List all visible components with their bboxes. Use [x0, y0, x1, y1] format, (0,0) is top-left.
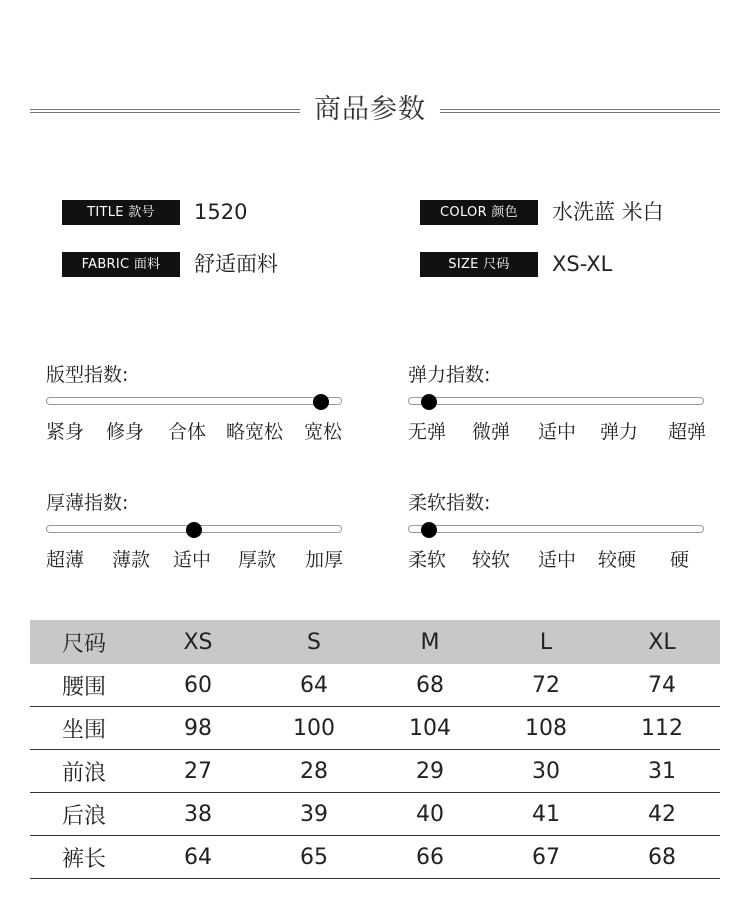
- fit-index: [46, 362, 346, 452]
- index-step: 硬: [670, 549, 690, 571]
- index-step: 宽松: [304, 421, 343, 443]
- table-header-cell: S: [256, 620, 372, 664]
- table-header-cell: M: [372, 620, 488, 664]
- table-header-cell: XS: [140, 620, 256, 664]
- index-step: 薄款: [112, 549, 151, 571]
- table-header-cell: L: [488, 620, 604, 664]
- param-size: [420, 250, 720, 278]
- table-row: [30, 793, 720, 836]
- table-cell: 裤长: [30, 836, 140, 879]
- table-cell: 前浪: [30, 750, 140, 793]
- param-value: 1520: [194, 200, 248, 224]
- index-step: 适中: [538, 421, 577, 443]
- index-step: 修身: [106, 421, 145, 443]
- param-value: 舒适面料: [194, 252, 278, 276]
- index-step: 超弹: [668, 421, 707, 443]
- table-cell: 28: [256, 750, 372, 793]
- index-step: 合体: [168, 421, 207, 443]
- index-knob: [313, 394, 329, 410]
- index-label: 厚薄指数:: [46, 492, 129, 514]
- index-step: 较软: [472, 549, 511, 571]
- table-row: [30, 664, 720, 707]
- index-knob: [421, 394, 437, 410]
- thickness-index: [46, 490, 346, 580]
- index-track: [408, 525, 704, 533]
- size-table: [30, 620, 720, 879]
- index-step: 适中: [173, 549, 212, 571]
- section-heading: [0, 90, 750, 130]
- table-header-cell: XL: [604, 620, 720, 664]
- table-cell: 后浪: [30, 793, 140, 836]
- index-steps: [46, 418, 346, 446]
- table-cell: 112: [604, 707, 720, 750]
- index-step: 略宽松: [226, 421, 284, 443]
- table-cell: 98: [140, 707, 256, 750]
- param-tag: TITLE 款号: [62, 200, 180, 225]
- table-cell: 60: [140, 664, 256, 707]
- index-knob: [421, 522, 437, 538]
- table-cell: 腰围: [30, 664, 140, 707]
- index-label: 柔软指数:: [408, 492, 491, 514]
- table-cell: 30: [488, 750, 604, 793]
- index-steps: [46, 546, 346, 574]
- table-cell: 74: [604, 664, 720, 707]
- softness-index: [408, 490, 708, 580]
- heading-rule-left: [30, 109, 300, 113]
- table-cell: 65: [256, 836, 372, 879]
- param-value: 水洗蓝 米白: [552, 200, 664, 224]
- index-step: 柔软: [408, 549, 447, 571]
- index-step: 弹力: [600, 421, 639, 443]
- param-value: XS-XL: [552, 252, 613, 276]
- param-color: [420, 198, 720, 226]
- index-knob: [186, 522, 202, 538]
- table-cell: 40: [372, 793, 488, 836]
- table-cell: 坐围: [30, 707, 140, 750]
- table-cell: 108: [488, 707, 604, 750]
- table-cell: 29: [372, 750, 488, 793]
- index-steps: [408, 418, 708, 446]
- index-label: 版型指数:: [46, 364, 129, 386]
- index-step: 较硬: [598, 549, 637, 571]
- index-step: 厚款: [238, 549, 277, 571]
- index-step: 无弹: [408, 421, 447, 443]
- table-header-cell: 尺码: [30, 620, 140, 664]
- table-cell: 42: [604, 793, 720, 836]
- param-tag: SIZE 尺码: [420, 252, 538, 277]
- table-cell: 72: [488, 664, 604, 707]
- table-cell: 31: [604, 750, 720, 793]
- table-cell: 68: [604, 836, 720, 879]
- index-label: 弹力指数:: [408, 364, 491, 386]
- table-cell: 38: [140, 793, 256, 836]
- index-step: 紧身: [46, 421, 85, 443]
- param-tag: COLOR 颜色: [420, 200, 538, 225]
- elasticity-index: [408, 362, 708, 452]
- table-cell: 104: [372, 707, 488, 750]
- heading-rule-right: [440, 109, 720, 113]
- index-step: 超薄: [46, 549, 85, 571]
- index-steps: [408, 546, 708, 574]
- table-row: [30, 836, 720, 879]
- table-cell: 64: [256, 664, 372, 707]
- param-title: [62, 198, 362, 226]
- table-cell: 64: [140, 836, 256, 879]
- table-cell: 68: [372, 664, 488, 707]
- section-title: 商品参数: [314, 94, 426, 125]
- table-cell: 27: [140, 750, 256, 793]
- table-header-row: [30, 620, 720, 664]
- index-track: [46, 397, 342, 405]
- table-cell: 67: [488, 836, 604, 879]
- table-row: [30, 750, 720, 793]
- index-step: 微弹: [472, 421, 511, 443]
- param-fabric: [62, 250, 362, 278]
- table-cell: 39: [256, 793, 372, 836]
- index-step: 加厚: [305, 549, 344, 571]
- table-cell: 41: [488, 793, 604, 836]
- param-tag: FABRIC 面料: [62, 252, 180, 277]
- table-cell: 100: [256, 707, 372, 750]
- index-track: [408, 397, 704, 405]
- table-cell: 66: [372, 836, 488, 879]
- index-step: 适中: [538, 549, 577, 571]
- table-row: [30, 707, 720, 750]
